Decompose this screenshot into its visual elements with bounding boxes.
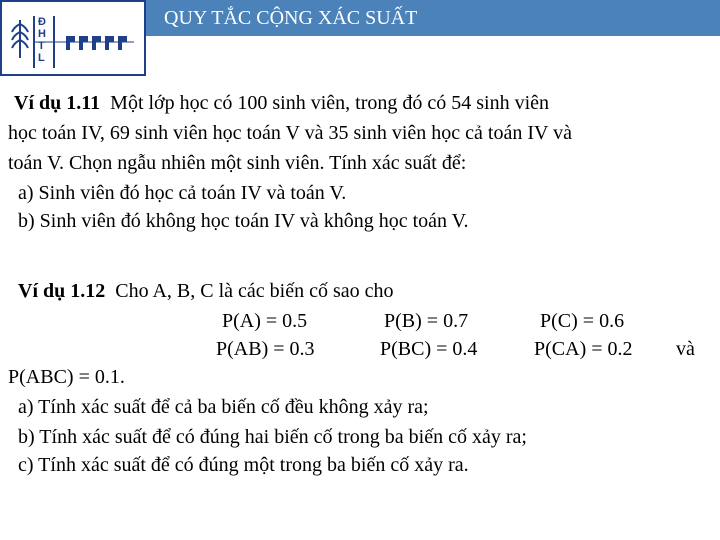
prob-bc: P(BC) = 0.4: [380, 338, 478, 360]
example-12-intro: Cho A, B, C là các biến cố sao cho: [115, 280, 394, 302]
prob-ab: P(AB) = 0.3: [216, 338, 315, 360]
example-12-label: Ví dụ 1.12: [18, 280, 106, 302]
prob-abc: P(ABC) = 0.1.: [8, 366, 125, 388]
prob-c: P(C) = 0.6: [540, 310, 625, 332]
page-title: QUY TẮC CỘNG XÁC SUẤT: [164, 7, 418, 29]
conjunction: và: [676, 338, 695, 360]
prob-ca: P(CA) = 0.2: [534, 338, 633, 360]
example-11-label: Ví dụ 1.11: [14, 92, 101, 114]
logo-text: ĐHTL: [38, 16, 46, 64]
example-11-line2: học toán IV, 69 sinh viên học toán V và 35 sinh viên học cả toán IV và: [8, 122, 572, 144]
prob-b: P(B) = 0.7: [384, 310, 469, 332]
example-11-item-a: a) Sinh viên đó học cả toán IV và toán V.: [18, 182, 347, 204]
example-11-line1: [14, 90, 549, 116]
example-11-item-b: b) Sinh viên đó không học toán IV và không học toán V.: [18, 210, 469, 232]
example-12-item-a: a) Tính xác suất để cả ba biến cố đều không xảy ra;: [18, 396, 429, 418]
example-11-line3: toán V. Chọn ngẫu nhiên một sinh viên. Tính xác suất để:: [8, 152, 467, 174]
example-12-intro-line: [18, 278, 394, 304]
prob-a: P(A) = 0.5: [222, 310, 308, 332]
example-12-item-b: b) Tính xác suất để có đúng hai biến cố trong ba biến cố xảy ra;: [18, 426, 527, 448]
logo: [0, 0, 146, 76]
university-logo-icon: [2, 2, 144, 74]
example-12-item-c: c) Tính xác suất để có đúng một trong ba biến cố xảy ra.: [18, 454, 469, 476]
example-11-text1: Một lớp học có 100 sinh viên, trong đó có 54 sinh viên: [110, 92, 550, 114]
